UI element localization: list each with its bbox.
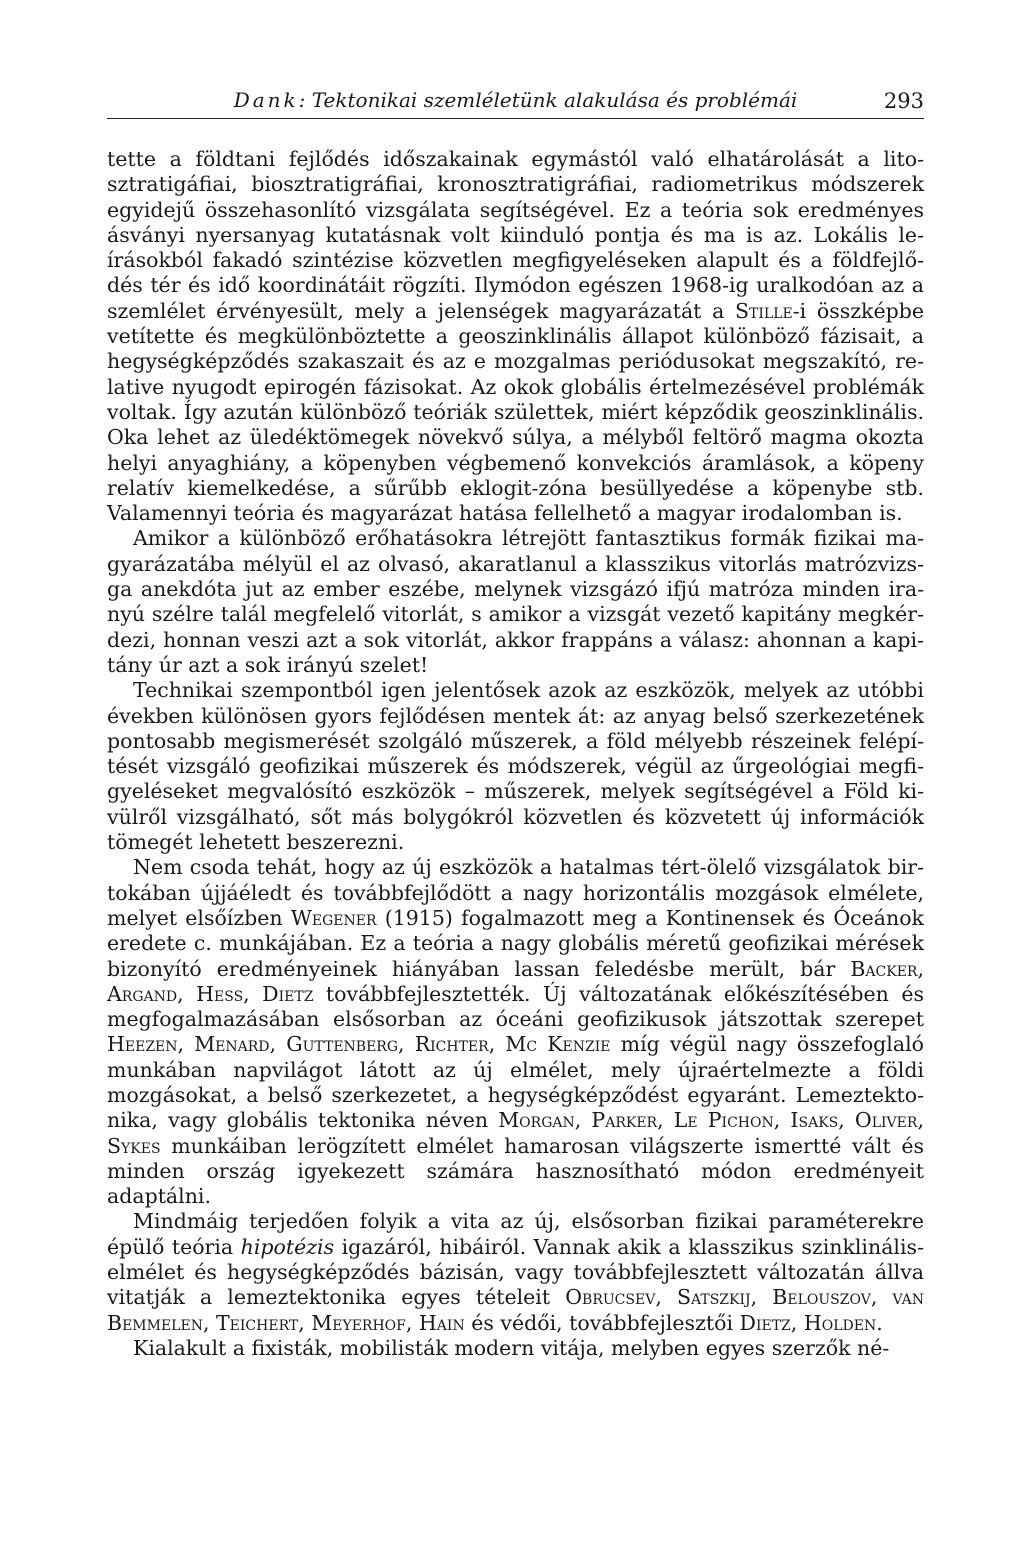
author-name: van Bemmelen bbox=[107, 1285, 924, 1335]
author-name: Stille bbox=[734, 298, 793, 323]
text-run: , bbox=[917, 956, 924, 981]
author-name: Hess bbox=[196, 981, 244, 1006]
author-name: Morgan bbox=[498, 1108, 575, 1133]
running-head-article-title: Tektonikai szemléletünk alakulása és problémái bbox=[311, 88, 798, 112]
author-name: Obrucsev bbox=[565, 1285, 656, 1310]
author-name: Sykes bbox=[107, 1133, 161, 1158]
text-run: , bbox=[870, 1285, 893, 1310]
author-name: Mc Kenzie bbox=[505, 1032, 611, 1057]
author-name: Isaks bbox=[790, 1108, 839, 1133]
text-run: míg végül nagy összefoglaló munkában napvilágot látott az új elmélet, mely újraértelmezte a földi mozgásokat, a belső szerkezetet, a hegységképződést egyaránt. Lemeztektonika, vagy globális tektonika néven bbox=[107, 1032, 924, 1133]
text-run: és védői, továbbfejlesztői bbox=[464, 1310, 740, 1335]
text-run: , bbox=[657, 1108, 674, 1133]
text-run: munkáiban lerögzített elmélet hamarosan világszerte ismertté vált és minden ország igyekezett számára hasznosítható módon eredményeit adaptálni. bbox=[107, 1133, 924, 1209]
text-run: továbbfejlesztették. Új változatának előkészítésében és megfogalmazásában elsősorban az óceáni geofizikusok játszottak szerepet bbox=[107, 981, 924, 1032]
author-name: Wegener bbox=[290, 905, 377, 930]
text-run: , bbox=[177, 981, 197, 1006]
author-name: Menard bbox=[194, 1032, 270, 1057]
author-name: Heezen bbox=[107, 1032, 178, 1057]
text-run: , bbox=[750, 1285, 773, 1310]
body-text bbox=[107, 147, 924, 1361]
text-run: -i összképbe vetítette és megkülönböztette a geoszinklinális állapot különböző fázisait, a hegységképződés szakaszait és az e mozgalmas periódusokat megszakító, relative nyugodt epirogén fázisokat. Az okok globális értelmezésével problémák voltak. Így azután különböző teóriák születtek, miért képződik geoszinklinális. Oka lehet az üledéktömegek növekvő súlya, a mélyből feltörő magma okozta helyi anyaghiány, a köpenyben végbemenő konvekciós áramlások, a köpeny relatív kiemelkedése, a sűrűbb eklogit-zóna besüllyedése a köpenybe stb. Valamennyi teória és magyarázat hatása fellelhető a magyar irodalomban is. bbox=[107, 298, 924, 526]
author-name: Le Pichon bbox=[673, 1108, 774, 1133]
author-name: Parker bbox=[591, 1108, 658, 1133]
text-run: Kialakult a fixisták, mobilisták modern vitája, melyben egyes szerzők né- bbox=[133, 1335, 890, 1360]
text-run: (1915) fogalmazott meg a Kontinensek és Óceánok eredete c. munkájában. Ez a teória a nagy globális méretű geofizikai mérések bizonyító eredményeinek hiányában lassan feledésbe merült, bár bbox=[107, 905, 924, 981]
text-run: , bbox=[202, 1310, 216, 1335]
author-name: Guttenberg bbox=[286, 1032, 399, 1057]
text-run: , bbox=[773, 1108, 791, 1133]
text-run: Amikor a különböző erőhatásokra létrejött fantasztikus formák fizikai magyarázatába mélyül el az olvasó, akaratlanul a klasszikus vitorlás matrózvizsga anekdóta jut az ember eszébe, melynek vizsgázó ifjú matróza minden iranyú szélre talál megfelelő vitorlát, s amikor a vizsgát vezető kapitány megkérdezi, honnan veszi azt a sok vitorlát, akkor frappáns a válasz: ahonnan a kapitány úr azt a sok irányú szelet! bbox=[107, 526, 924, 677]
paragraph-6 bbox=[107, 1336, 924, 1361]
text-run: , bbox=[298, 1310, 312, 1335]
author-name: Richter bbox=[414, 1032, 489, 1057]
author-name: Belouszov bbox=[772, 1285, 871, 1310]
author-name: Hain bbox=[418, 1310, 465, 1335]
author-name: Oliver bbox=[854, 1108, 918, 1133]
text-run: , bbox=[243, 981, 263, 1006]
paragraph-4 bbox=[107, 855, 924, 1209]
author-name: Meyerhof bbox=[311, 1310, 406, 1335]
text-run: , bbox=[405, 1310, 419, 1335]
paragraph-3 bbox=[107, 678, 924, 855]
paragraph-1 bbox=[107, 147, 924, 526]
text-run: Mindmáig terjedően folyik a vita az új, elsősorban fizikai paraméterekre épülő teória bbox=[107, 1209, 924, 1259]
running-head-author: Dank bbox=[233, 88, 299, 112]
journal-page bbox=[107, 0, 924, 1559]
author-name: Satszkij bbox=[676, 1285, 751, 1310]
author-name: Dietz bbox=[739, 1310, 791, 1335]
text-run: Technikai szempontból igen jelentősek azok az eszközök, melyek az utóbbi években különösen gyors fejlődésen mentek át: az anyag belső szerkezetének pontosabb megismerését szolgáló műszerek, a föld mélyebb részeinek felépítését vizsgáló geofizikai műszerek és módszerek, végül az űrgeológiai megfigyeléseket megvalósító eszközök – műszerek, melyek segítségével a Föld kivülről vizsgálható, sőt más bolygókról közvetlen és közvetett új információk tömegét lehetett beszerezni. bbox=[107, 678, 924, 855]
text-run: , bbox=[655, 1285, 677, 1310]
paragraph-5 bbox=[107, 1209, 924, 1335]
text-run: , bbox=[917, 1108, 924, 1133]
text-run: , bbox=[574, 1108, 592, 1133]
text-run: , bbox=[269, 1032, 287, 1057]
text-run: igazáról, hibáiról. Vannak akik a klasszikus szinklináliselmélet és hegységképződés bázisán, vagy továbbfejlesztett változatán állva vitatják a lemeztektonika egyes tételeit bbox=[107, 1234, 924, 1310]
author-name: Backer bbox=[850, 956, 918, 981]
running-head bbox=[107, 84, 924, 119]
text-run: Nem csoda tehát, hogy az új eszközök a hatalmas tért-ölelő vizsgálatok birtokában újjáéledt és továbbfejlődött a nagy horizontális mozgások elmélete, melyet elsőízben bbox=[107, 855, 924, 930]
text-run: tette a földtani fejlődés időszakainak egymástól való elhatárolását a litosztratigáfiai, biosztratigráfiai, kronosztratigráfiai, radiometrikus módszerek egyidejű összehasonlító vizsgálata segítségével. Ez a teória sok eredményes ásványi nyersanyag kutatásnak volt kiinduló pontja és ma is az. Lokális leírásokból fakadó szintézise közvetlen megfigyeléseken alapult és a földfejlődés tér és idő koordinátáit rögzíti. Ilymódon egészen 1968-ig uralkodóan az a szemlélet érvényesült, mely a jelenségek magyarázatát a bbox=[107, 147, 924, 323]
italic-term: hipotézis bbox=[240, 1234, 335, 1259]
text-run: , bbox=[838, 1108, 855, 1133]
running-title bbox=[107, 88, 924, 112]
running-head-colon: : bbox=[298, 88, 306, 112]
author-name: Holden bbox=[803, 1310, 877, 1335]
text-run: , bbox=[790, 1310, 804, 1335]
author-name: Teichert bbox=[216, 1310, 299, 1335]
text-run: . bbox=[876, 1310, 883, 1335]
text-run: , bbox=[177, 1032, 195, 1057]
paragraph-2 bbox=[107, 526, 924, 678]
author-name: Dietz bbox=[262, 981, 314, 1006]
text-run: , bbox=[398, 1032, 415, 1057]
text-run: , bbox=[488, 1032, 506, 1057]
author-name: Argand bbox=[107, 981, 178, 1006]
page-number: 293 bbox=[883, 89, 924, 113]
